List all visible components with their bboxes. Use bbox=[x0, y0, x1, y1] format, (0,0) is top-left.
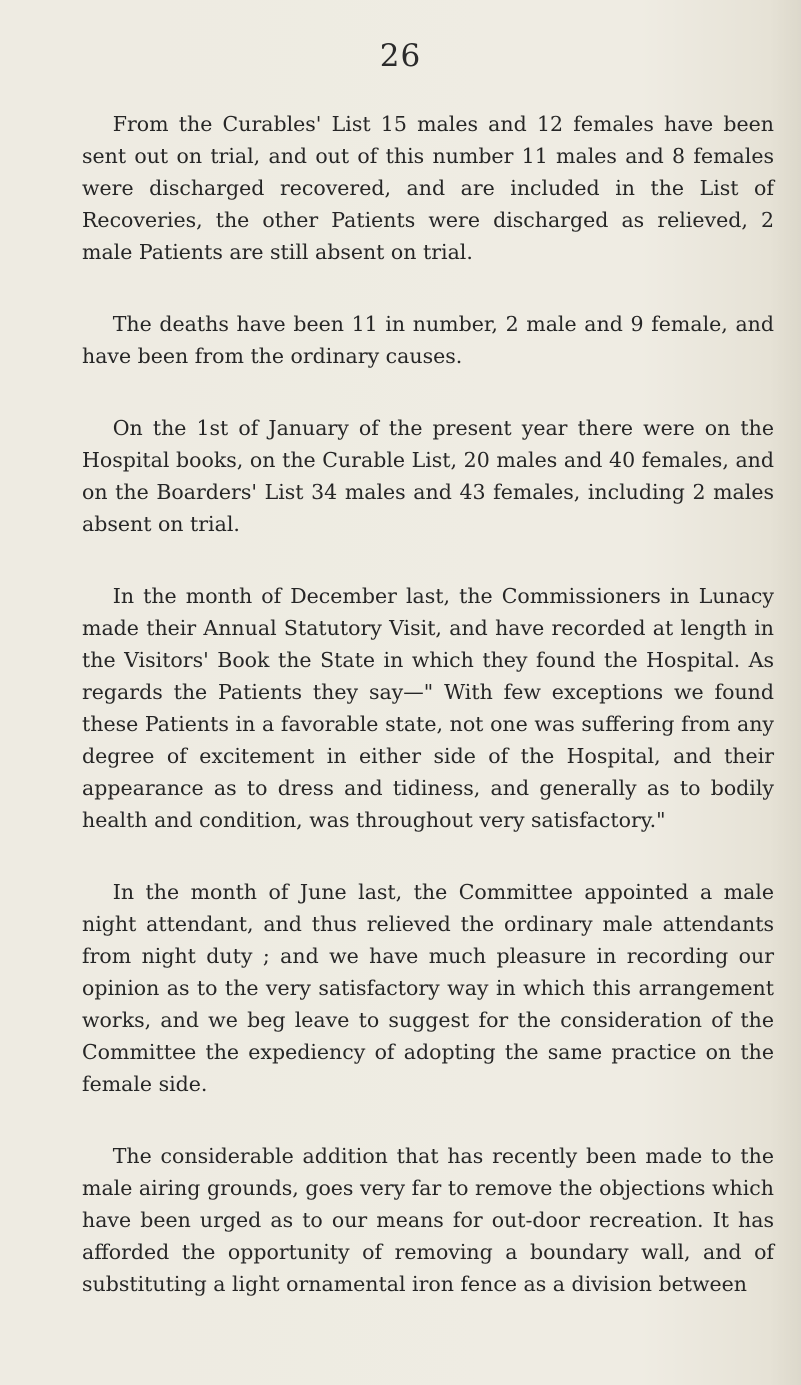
page-number: 26 bbox=[379, 38, 422, 74]
paragraph-night-attendant: In the month of June last, the Committee appointed a male night attendant, and thus relieved the ordinary male attendants from night duty ; and we have much pleasure in recording our opinion as to the very satisfactory way in which this arrangement works, and we beg leave to suggest for the consideration of the Committee the expediency of adopting the same practice on the female side. bbox=[82, 880, 774, 1096]
paragraph-january-census: On the 1st of January of the present year there were on the Hospital books, on the Curable List, 20 males and 40 females, and on the Boarders' List 34 males and 43 females, including 2 males absent on trial. bbox=[82, 416, 774, 536]
paragraph-curables-trial: From the Curables' List 15 males and 12 females have been sent out on trial, and out of this number 11 males and 8 females were discharged recovered, and are included in the List of Recoveries, the other Patients were discharged as relieved, 2 male Patients are still absent on trial. bbox=[82, 112, 774, 264]
paragraph-airing-grounds: The considerable addition that has recently been made to the male airing grounds, goes very far to remove the objections which have been urged as to our means for out-door recreation. It has afforded the opportunity of removing a boundary wall, and of substituting a light ornamental iron fence as a division between bbox=[82, 1144, 774, 1296]
paragraph-commissioners-visit: In the month of December last, the Commissioners in Lunacy made their Annual Statutory Visit, and have recorded at length in the Visitors' Book the State in which they found the Hospital. As regards the Patients they say—" With few exceptions we found these Patients in a favorable state, not one was suffering from any degree of excitement in either side of the Hospital, and their appearance as to dress and tidiness, and generally as to bodily health and condition, was throughout very satisfactory." bbox=[82, 584, 774, 832]
paragraph-deaths: The deaths have been 11 in number, 2 male and 9 female, and have been from the ordinary causes. bbox=[82, 312, 774, 368]
body-text bbox=[82, 108, 774, 1300]
